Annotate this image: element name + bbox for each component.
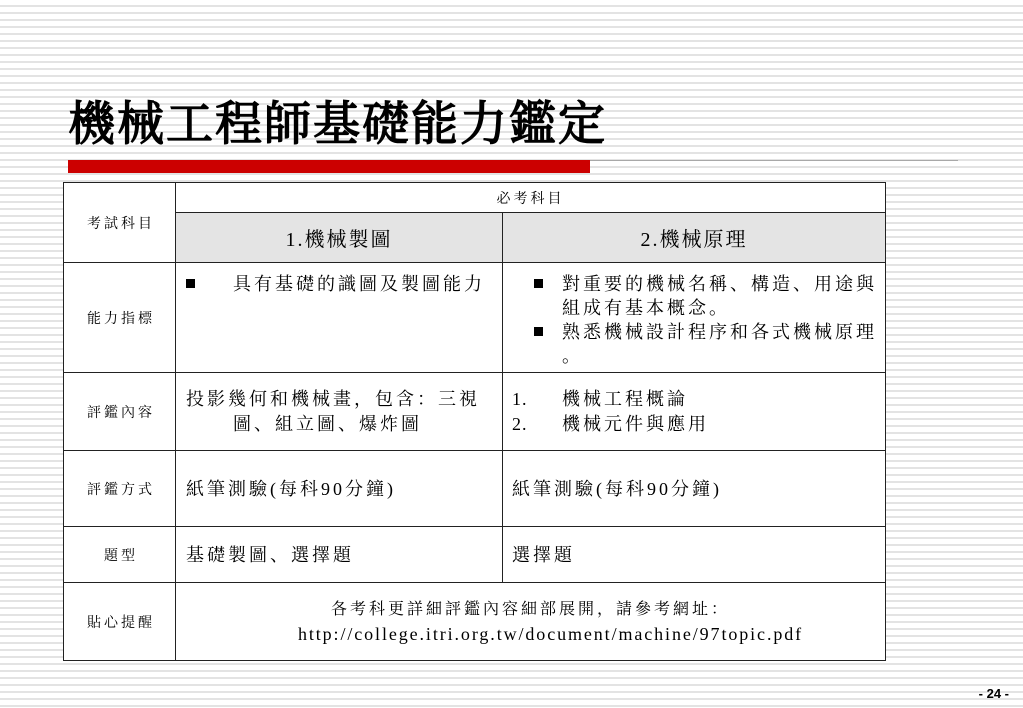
slide-title: 機械工程師基礎能力鑑定 [68,99,607,151]
list-item-text: 對重要的機械名稱、構造、用途與組成有基本概念。 [562,274,877,318]
page-number: - 24 - [978,686,1009,701]
list-item-number: 1. [512,388,528,409]
assessment-content-drafting-text: 投影幾何和機械畫，包含：三視圖、組立圖、爆炸圖 [186,388,480,434]
row-header-ability-indicators: 能力指標 [64,263,176,373]
subject-header-principles: 2.機械原理 [503,213,886,263]
reminder-cell [176,583,886,661]
list-item [512,272,879,320]
list-item-text: 機械元件與應用 [562,413,709,434]
list-item-number: 2. [512,413,528,434]
table-row-reminder [64,583,886,661]
row-header-question-types: 題型 [64,527,176,583]
row-header-exam-subjects: 考試科目 [64,183,176,263]
square-bullet-icon [534,279,543,288]
row-header-reminder: 貼心提醒 [64,583,176,661]
table-row-assessment-method [64,451,886,527]
question-types-drafting: 基礎製圖、選擇題 [176,527,503,583]
table-row-ability-indicators [64,263,886,373]
ability-principles-cell [503,263,886,373]
list-item-text: 機械工程概論 [562,388,688,409]
assessment-content-drafting-cell [176,373,503,451]
assessment-method-drafting: 紙筆測驗(每科90分鐘) [176,451,503,527]
square-bullet-icon [186,279,195,288]
title-rule-line [590,160,958,161]
table-row-subject-headers [64,213,886,263]
square-bullet-icon [534,327,543,336]
list-item-text: 具有基礎的識圖及製圖能力 [233,274,485,294]
group-header-required-subjects: 必考科目 [176,183,886,213]
list-item [186,272,496,296]
title-accent-bar [68,160,590,173]
assessment-content-principles-cell [503,373,886,451]
exam-info-table [63,182,886,661]
list-item [512,412,879,437]
list-item [512,387,879,412]
question-types-principles: 選擇題 [503,527,886,583]
reminder-text: 各考科更詳細評鑑內容細部展開，請參考網址： [330,600,730,618]
table-row-question-types [64,527,886,583]
row-header-assessment-content: 評鑑內容 [64,373,176,451]
reminder-url: http://college.itri.org.tw/document/machine/97topic.pdf [297,623,804,644]
table-row-exam-subjects [64,183,886,213]
table-row-assessment-content [64,373,886,451]
list-item [512,320,879,368]
list-item-text: 熟悉機械設計程序和各式機械原理。 [562,322,877,366]
subject-header-drafting: 1.機械製圖 [176,213,503,263]
row-header-assessment-method: 評鑑方式 [64,451,176,527]
assessment-method-principles: 紙筆測驗(每科90分鐘) [503,451,886,527]
ability-drafting-cell [176,263,503,373]
